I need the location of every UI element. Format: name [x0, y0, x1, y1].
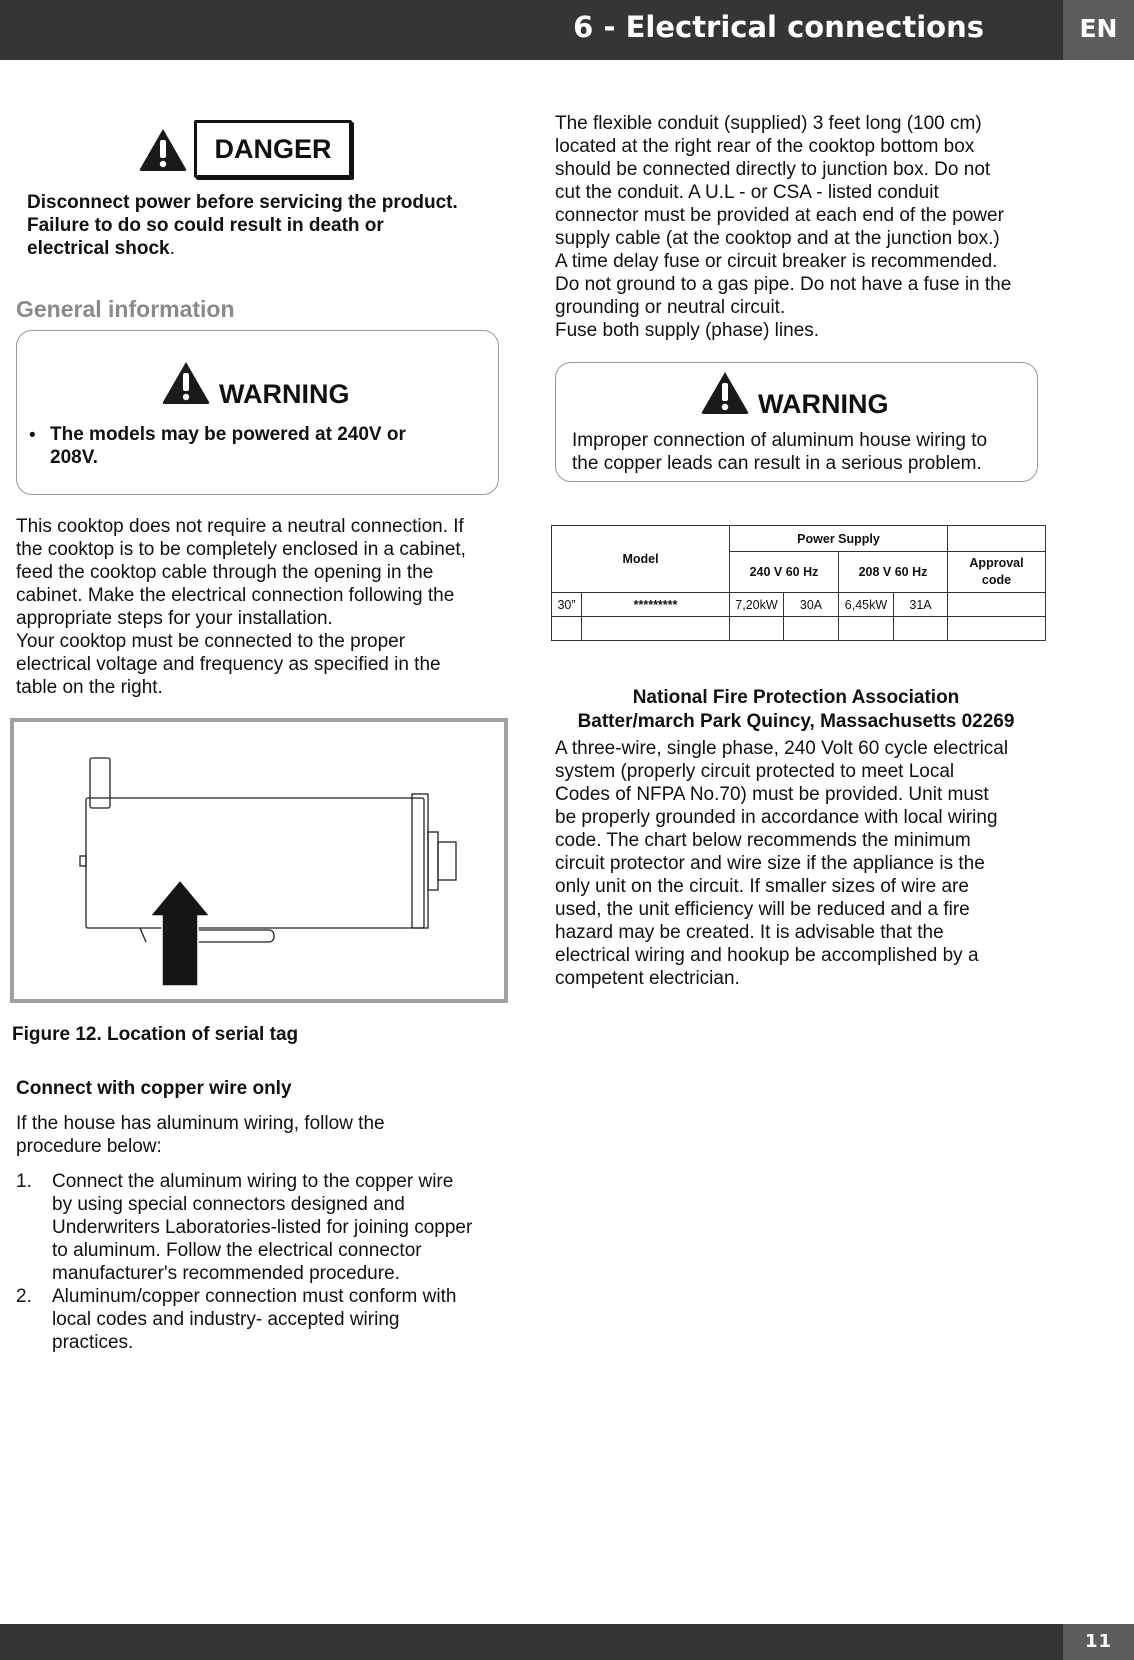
- empty-cell: [948, 526, 1046, 552]
- page-footer: [0, 1624, 1134, 1660]
- power-supply-header: Power Supply: [730, 526, 948, 552]
- warning-voltage-text: The models may be powered at 240V or 208V.: [50, 424, 406, 468]
- amps-240-cell: 30A: [784, 593, 839, 617]
- general-information-heading: General information: [16, 296, 235, 322]
- nfpa-heading: National Fire Protection Association Batter/march Park Quincy, Massachusetts 02269: [577, 687, 1015, 732]
- approval-cell: [948, 593, 1046, 617]
- copper-step-number: 2.: [16, 1286, 32, 1307]
- copper-step-text: Connect the aluminum wiring to the copper wire by using special connectors designed and Underwriters Laboratories-listed for joining copper to aluminum. Follow the electrical connector manufacturer's recommended procedure.: [52, 1171, 473, 1284]
- figure-caption: Figure 12. Location of serial tag: [12, 1024, 299, 1045]
- copper-heading: Connect with copper wire only: [16, 1078, 292, 1099]
- warning-label: WARNING: [758, 389, 889, 419]
- kw-240-cell: 7,20kW: [730, 593, 784, 617]
- empty-cell: [582, 617, 730, 641]
- empty-cell: [730, 617, 784, 641]
- danger-warning-text: Disconnect power before servicing the product. Failure to do so could result in death or electrical shock: [27, 192, 458, 259]
- warning-box-voltage: [16, 330, 499, 495]
- empty-cell: [839, 617, 894, 641]
- warning-aluminum-text: Improper connection of aluminum house wiring to the copper leads can result in a serious problem.: [572, 430, 988, 474]
- danger-text: [27, 191, 458, 260]
- copper-intro: If the house has aluminum wiring, follow the procedure below:: [16, 1113, 385, 1157]
- bullet-icon: •: [29, 425, 36, 446]
- warning-box-aluminum: [555, 362, 1038, 482]
- power-supply-table: [551, 525, 1046, 641]
- amps-208-cell: 31A: [894, 593, 948, 617]
- cooktop-diagram: [14, 722, 504, 999]
- warning-label: WARNING: [219, 379, 350, 409]
- general-body-text: This cooktop does not require a neutral connection. If the cooktop is to be completely enclosed in a cabinet, feed the cooktop cable through the opening in the cabinet. Make the electrical connection following the appropriate steps for your installation. Your cooktop must be connected to the proper electrical voltage and frequency as specified in the table on the right.: [16, 516, 466, 698]
- page-header: [0, 0, 1134, 60]
- model-header: Model: [552, 526, 730, 593]
- page-number: 11: [1063, 1624, 1134, 1660]
- danger-label: DANGER: [194, 120, 352, 178]
- language-tab: EN: [1063, 0, 1134, 60]
- conduit-text: The flexible conduit (supplied) 3 feet long (100 cm) located at the right rear of the cooktop bottom box should be connected directly to junction box. Do not cut the conduit. A U.L - or CSA - listed conduit connector must be provided at each end of the power supply cable (at the cooktop and at the junction box.) A time delay fuse or circuit breaker is recommended. Do not ground to a gas pipe. Do not have a fuse in the grounding or neutral circuit. Fuse both supply (phase) lines.: [555, 113, 1012, 341]
- empty-cell: [894, 617, 948, 641]
- model-cell: *********: [582, 593, 730, 617]
- copper-step-text: Aluminum/copper connection must conform with local codes and industry- accepted wiring practices.: [52, 1286, 457, 1353]
- header-240v: 240 V 60 Hz: [730, 552, 839, 593]
- empty-cell: [948, 617, 1046, 641]
- serial-tag-figure: [10, 718, 508, 1003]
- kw-208-cell: 6,45kW: [839, 593, 894, 617]
- warning-triangle-icon: [161, 359, 211, 405]
- warning-triangle-icon: [138, 126, 188, 172]
- section-title: 6 - Electrical connections: [573, 10, 984, 44]
- nfpa-body-text: A three-wire, single phase, 240 Volt 60 cycle electrical system (properly circuit protected to meet Local Codes of NFPA No.70) must be provided. Unit must be properly grounded in accordance with local wiring code. The chart below recommends the minimum circuit protector and wire size if the appliance is the only unit on the circuit. If smaller sizes of wire are used, the unit efficiency will be reduced and a fire hazard may be created. It is advisable that the electrical wiring and hookup be accomplished by a competent electrician.: [555, 738, 1009, 989]
- empty-cell: [784, 617, 839, 641]
- size-cell: 30”: [552, 593, 582, 617]
- copper-step-number: 1.: [16, 1171, 32, 1192]
- danger-period: .: [169, 238, 175, 259]
- approval-code-header: Approval code: [948, 552, 1046, 593]
- empty-cell: [552, 617, 582, 641]
- warning-triangle-icon: [700, 369, 750, 415]
- header-208v: 208 V 60 Hz: [839, 552, 948, 593]
